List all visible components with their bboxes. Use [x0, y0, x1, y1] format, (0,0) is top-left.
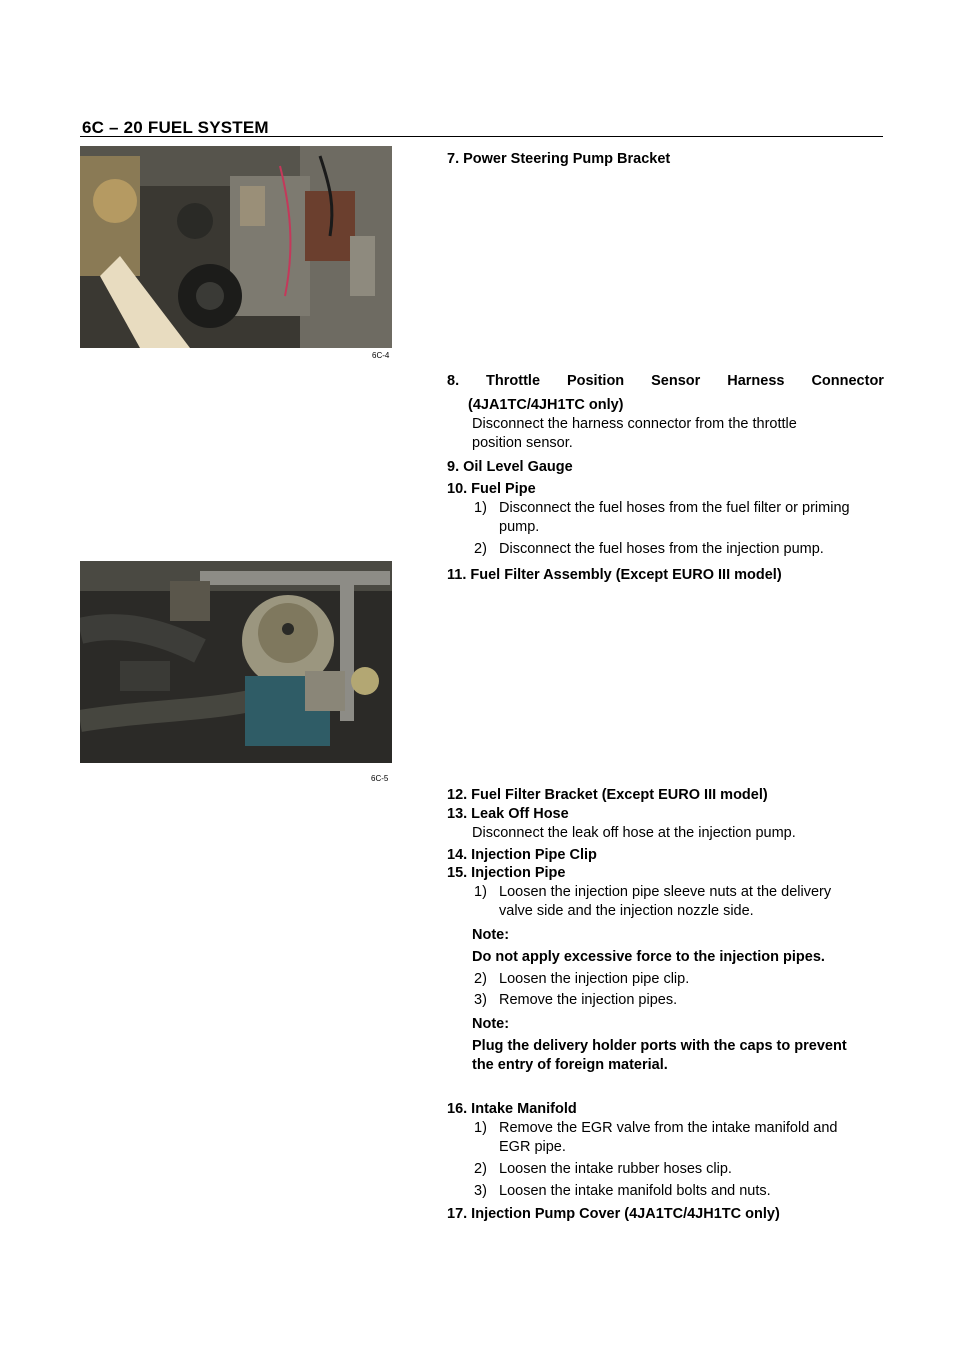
step-8-word: Harness: [727, 373, 785, 389]
step-8-word: 8.: [447, 373, 460, 389]
substep-number: 2): [474, 971, 487, 987]
step-8-desc-line2: position sensor.: [472, 435, 573, 451]
step-15-substep-1-line2: valve side and the injection nozzle side.: [499, 903, 754, 919]
step-10-title: 10. Fuel Pipe: [447, 481, 536, 497]
substep-number: 1): [474, 884, 487, 900]
step-10-substep-1-line1: Disconnect the fuel hoses from the fuel filter or priming: [499, 500, 850, 516]
step-14-title: 14. Injection Pipe Clip: [447, 847, 597, 863]
step-10-substep-2: Disconnect the fuel hoses from the injection pump.: [499, 541, 824, 557]
step-8-word: Throttle: [486, 373, 541, 389]
step-11-title: 11. Fuel Filter Assembly (Except EURO III model): [447, 567, 782, 583]
fuel-filter-photo-6c-5: [80, 561, 392, 763]
step-15-title: 15. Injection Pipe: [447, 865, 566, 881]
substep-number: 3): [474, 1183, 487, 1199]
figure-label-6c-5: 6C-5: [371, 774, 389, 783]
note-2-label: Note:: [472, 1016, 510, 1032]
substep-number: 1): [474, 1120, 487, 1136]
step-8-title-line1: [447, 373, 884, 389]
step-16-substep-3: Loosen the intake manifold bolts and nuts.: [499, 1183, 771, 1199]
substep-number: 1): [474, 500, 487, 516]
step-13-title: 13. Leak Off Hose: [447, 806, 569, 822]
header-rule: [80, 136, 883, 137]
note-2-text-line2: the entry of foreign material.: [472, 1057, 668, 1073]
step-8-word: Connector: [811, 373, 884, 389]
substep-number: 2): [474, 1161, 487, 1177]
step-13-desc: Disconnect the leak off hose at the injection pump.: [472, 825, 796, 841]
substep-number: 2): [474, 541, 487, 557]
step-15-substep-2: Loosen the injection pipe clip.: [499, 971, 690, 987]
note-1-text: Do not apply excessive force to the injection pipes.: [472, 949, 825, 965]
step-16-substep-1-line1: Remove the EGR valve from the intake manifold and: [499, 1120, 838, 1136]
step-10-substep-1-line2: pump.: [499, 519, 540, 535]
substep-number: 3): [474, 992, 487, 1008]
step-15-substep-1-line1: Loosen the injection pipe sleeve nuts at the delivery: [499, 884, 832, 900]
step-8-desc-line1: Disconnect the harness connector from the throttle: [472, 416, 797, 432]
figure-label-6c-4: 6C-4: [372, 351, 390, 360]
engine-photo-6c-4: [80, 146, 392, 348]
step-17-title: 17. Injection Pump Cover (4JA1TC/4JH1TC only): [447, 1206, 780, 1222]
step-15-substep-3: Remove the injection pipes.: [499, 992, 678, 1008]
step-8-word: Sensor: [651, 373, 701, 389]
step-16-title: 16. Intake Manifold: [447, 1101, 577, 1117]
step-9-title: 9. Oil Level Gauge: [447, 459, 573, 475]
note-2-text-line1: Plug the delivery holder ports with the caps to prevent: [472, 1038, 847, 1054]
step-16-substep-2: Loosen the intake rubber hoses clip.: [499, 1161, 732, 1177]
step-8-word: Position: [566, 373, 625, 389]
step-8-title-line2: (4JA1TC/4JH1TC only): [468, 397, 624, 413]
step-7-title: 7. Power Steering Pump Bracket: [447, 151, 671, 167]
step-12-title: 12. Fuel Filter Bracket (Except EURO III model): [447, 787, 768, 803]
page-header: 6C – 20 FUEL SYSTEM: [82, 118, 269, 137]
step-16-substep-1-line2: EGR pipe.: [499, 1139, 566, 1155]
note-1-label: Note:: [472, 927, 510, 943]
